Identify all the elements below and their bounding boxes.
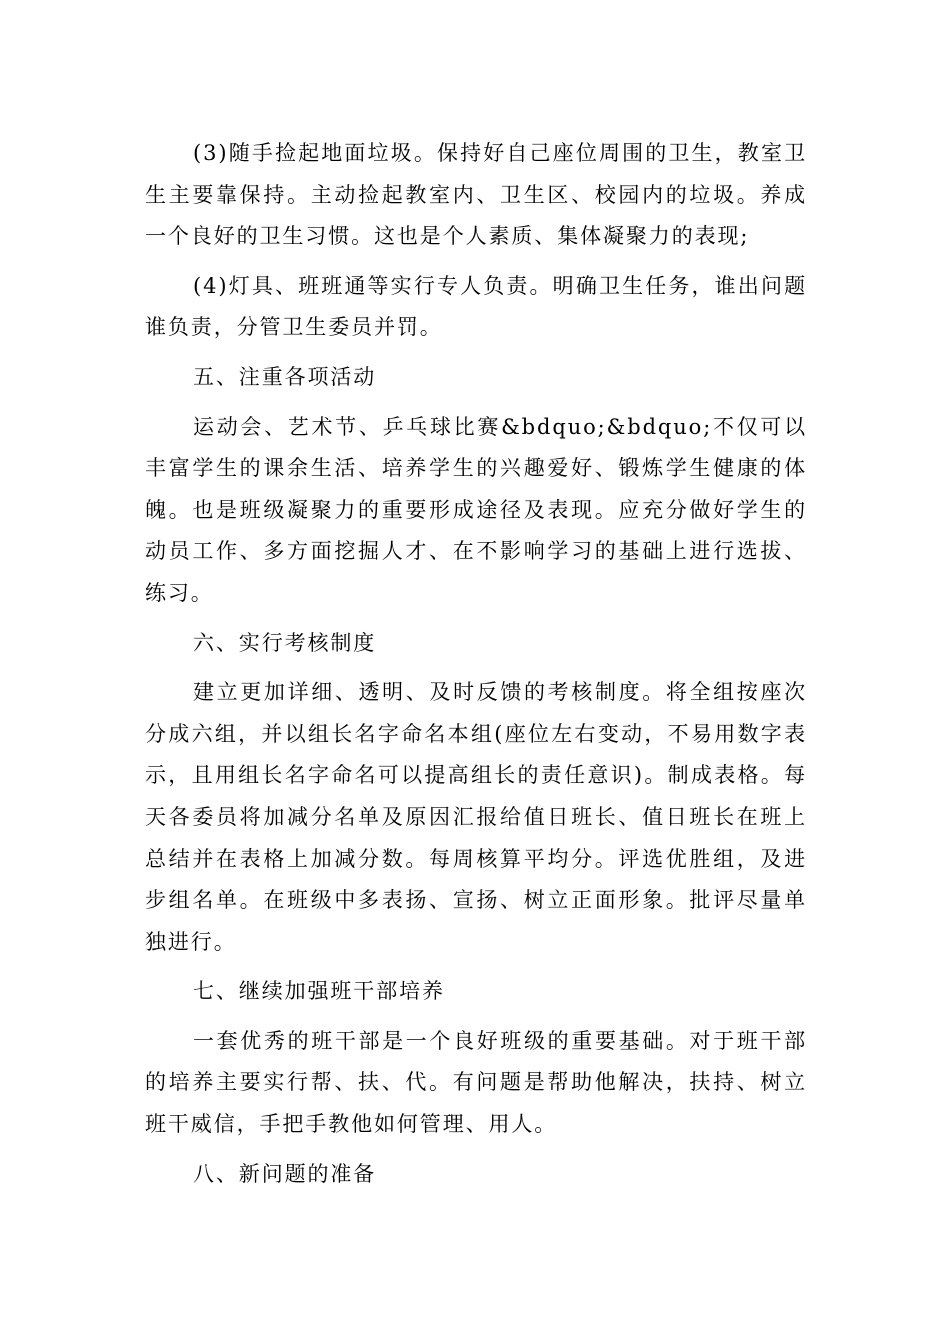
paragraph-equipment-duty: (4)灯具、班班通等实行专人负责。明确卫生任务，谁出问题谁负责，分管卫生委员并罚。 [145, 273, 807, 340]
paragraph-assessment: 建立更加详细、透明、及时反馈的考核制度。将全组按座次分成六组，并以组长名字命名本组(座位左右变动，不易用数字表示，且用组长名字命名可以提高组长的责任意识)。制成表格。每天各委员将加减分名单及原因汇报给值日班长、值日班长在班上总结并在表格上加减分数。每周核算平均分。评选优胜组，及进步组名单。在班级中多表扬、宣扬、树立正面形象。批评尽量单独进行。 [145, 680, 807, 954]
section-heading-activities: 五、注重各项活动 [193, 364, 377, 389]
section-heading-assessment: 六、实行考核制度 [193, 630, 377, 655]
document-body [145, 133, 807, 1195]
section-heading-cadre-training: 七、继续加强班干部培养 [193, 979, 445, 1004]
paragraph-cadre-training: 一套优秀的班干部是一个良好班级的重要基础。对于班干部的培养主要实行帮、扶、代。有问题是帮助他解决，扶持、树立班干威信，手把手教他如何管理、用人。 [145, 1028, 807, 1137]
paragraph-activities: 运动会、艺术节、乒乓球比赛&bdquo;&bdquo;不仅可以丰富学生的课余生活、培养学生的兴趣爱好、锻炼学生健康的体魄。也是班级凝聚力的重要形成途径及表现。应充分做好学生的动员工作、多方面挖掘人才、在不影响学习的基础上进行选拔、练习。 [145, 414, 807, 605]
section-heading-new-problems: 八、新问题的准备 [193, 1161, 377, 1186]
paragraph-hygiene-litter: (3)随手捡起地面垃圾。保持好自己座位周围的卫生，教室卫生主要靠保持。主动捡起教室内、卫生区、校园内的垃圾。养成一个良好的卫生习惯。这也是个人素质、集体凝聚力的表现; [145, 141, 807, 249]
